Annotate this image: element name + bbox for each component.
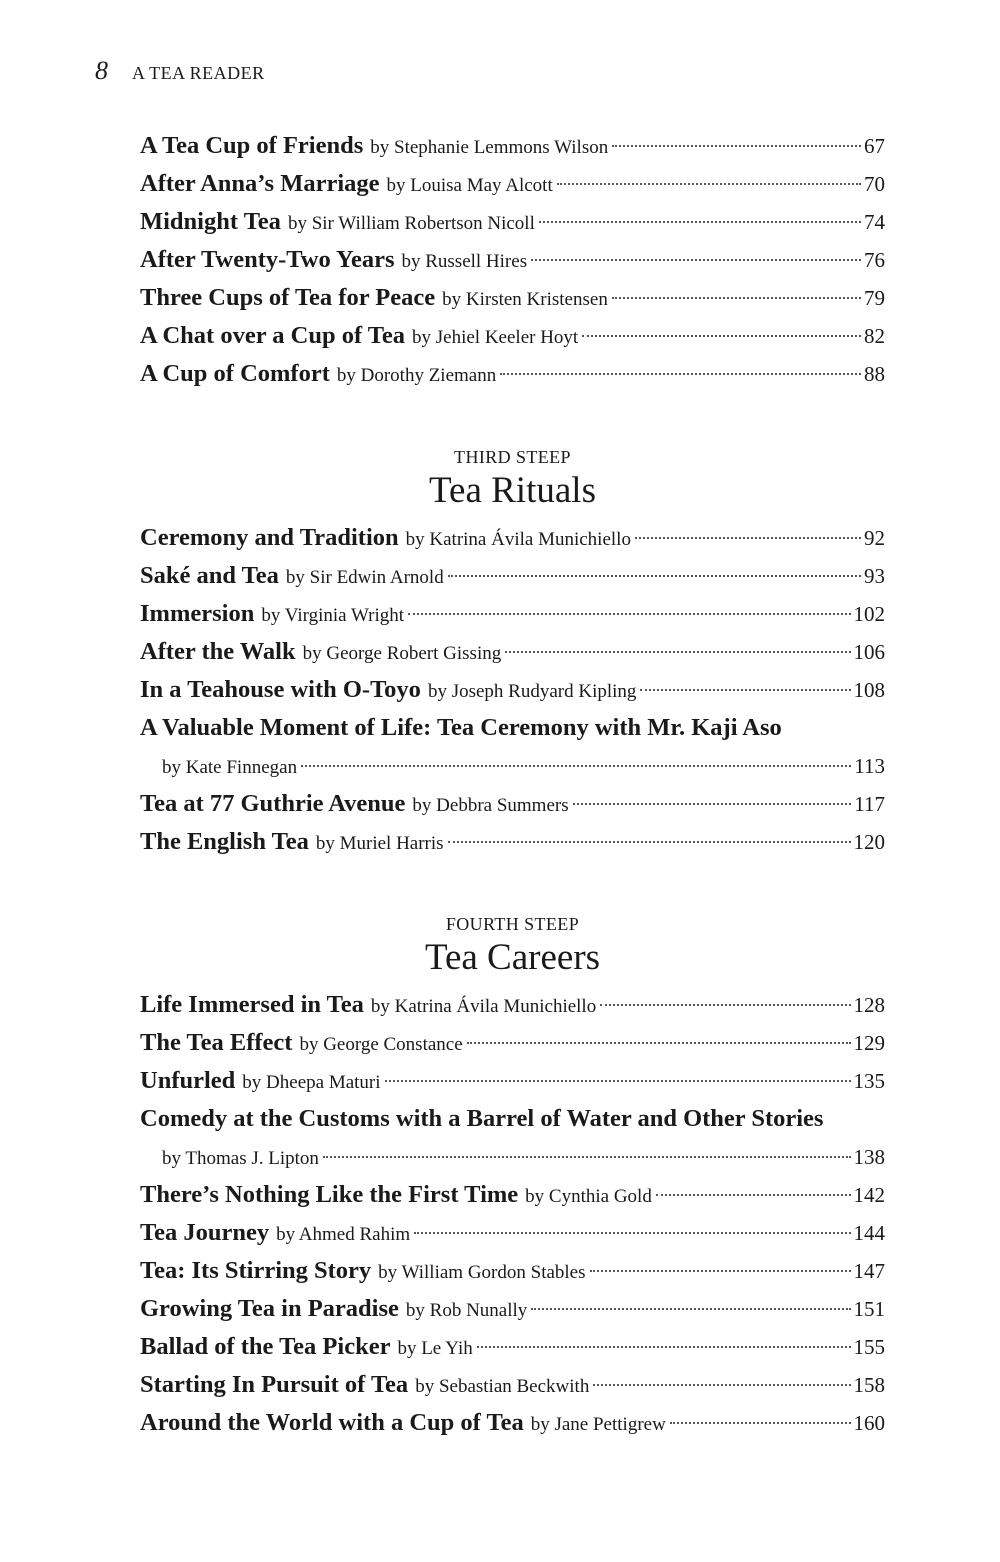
entry-page: 129 [853,1031,885,1055]
entry-author: by Katrina Ávila Munichiello [370,996,597,1017]
entry-author: by Sir Edwin Arnold [285,567,444,588]
section-spacer [140,393,885,445]
dot-leader [448,841,851,843]
section-title: Tea Rituals [429,470,596,511]
entry-title: Tea at 77 Guthrie Avenue [140,790,406,817]
entry-title: Life Immersed in Tea [140,991,364,1018]
entry-author: by Jane Pettigrew [530,1414,666,1435]
dot-leader [557,183,861,185]
dot-leader [612,297,861,299]
entry-title: There’s Nothing Like the First Time [140,1181,519,1208]
entry-title: Ballad of the Tea Picker [140,1333,391,1360]
entry-title: Saké and Tea [140,562,279,589]
toc-section-third-steep [140,445,885,861]
toc-entry[interactable] [140,355,885,393]
toc-entry[interactable] [140,1252,885,1290]
entry-page: 79 [864,286,885,310]
entry-page: 120 [853,830,885,854]
entry-page: 76 [864,248,885,272]
toc-entry[interactable] [140,165,885,203]
toc-entry[interactable] [140,1062,885,1100]
entry-title: After Twenty-Two Years [140,246,395,273]
section-heading [140,445,885,513]
toc-entry[interactable] [140,823,885,861]
entry-author: by William Gordon Stables [378,1262,586,1283]
dot-leader [593,1384,850,1386]
toc-entry[interactable] [140,241,885,279]
page-number: 8 [95,56,108,85]
toc-entry-continuation[interactable] [140,747,885,785]
entry-author: by Katrina Ávila Munichiello [405,529,631,550]
section-label: THIRD STEEP [454,447,571,467]
entry-page: 102 [853,602,885,626]
entry-author: by Sir William Robertson Nicoll [287,213,535,234]
entry-author: by Virginia Wright [261,605,405,626]
dot-leader [323,1156,851,1158]
toc-entry[interactable] [140,557,885,595]
entry-page: 147 [853,1259,885,1283]
entry-title: The English Tea [140,828,309,855]
dot-leader [408,613,850,615]
dot-leader [414,1232,850,1234]
entry-author: by Dorothy Ziemann [336,365,497,386]
entry-author: by Kirsten Kristensen [442,289,608,310]
dot-leader [505,651,850,653]
dot-leader [656,1194,851,1196]
toc-entry[interactable] [140,986,885,1024]
entry-page: 113 [854,754,885,778]
entry-title: The Tea Effect [140,1029,293,1056]
dot-leader [500,373,861,375]
dot-leader [640,689,850,691]
entry-title: Ceremony and Tradition [140,524,399,551]
entry-author: by Thomas J. Lipton [162,1148,319,1169]
dot-leader [531,259,861,261]
table-of-contents [140,127,885,1442]
entry-title: Immersion [140,600,255,627]
toc-entry[interactable] [140,1176,885,1214]
toc-entry[interactable] [140,1024,885,1062]
entry-page: 70 [864,172,885,196]
toc-entry[interactable] [140,127,885,165]
entry-author: by George Robert Gissing [302,643,502,664]
entry-page: 117 [854,792,885,816]
entry-page: 135 [853,1069,885,1093]
toc-entry[interactable] [140,671,885,709]
entry-title: Around the World with a Cup of Tea [140,1409,524,1436]
dot-leader [573,803,852,805]
entry-author: by Joseph Rudyard Kipling [427,681,637,702]
dot-leader [590,1270,851,1272]
entry-author: by Debbra Summers [412,795,569,816]
toc-entry[interactable] [140,1366,885,1404]
entry-title: Growing Tea in Paradise [140,1295,399,1322]
toc-entry[interactable] [140,203,885,241]
entry-author: by Muriel Harris [315,833,444,854]
toc-entry[interactable] [140,279,885,317]
section-label: FOURTH STEEP [445,914,580,934]
entry-page: 151 [853,1297,885,1321]
book-title: A TEA READER [132,63,265,83]
dot-leader [531,1308,850,1310]
dot-leader [448,575,861,577]
entry-title: Midnight Tea [140,208,281,235]
entry-page: 67 [864,134,885,158]
entry-title: A Valuable Moment of Life: Tea Ceremony with Mr. Kaji Aso [140,714,782,741]
toc-entry[interactable] [140,595,885,633]
toc-entry-title-line[interactable] [140,1100,885,1138]
entry-title: After Anna’s Marriage [140,170,380,197]
entry-author: by Louisa May Alcott [386,175,553,196]
section-spacer [140,861,885,912]
entry-author: by Ahmed Rahim [276,1224,411,1245]
toc-entry[interactable] [140,1404,885,1442]
running-head [95,56,265,86]
entry-title: Three Cups of Tea for Peace [140,284,436,311]
dot-leader [301,765,851,767]
entry-title: Comedy at the Customs with a Barrel of Water and Other Stories [140,1105,824,1132]
toc-section-fourth-steep [140,912,885,1442]
dot-leader [385,1080,851,1082]
dot-leader [600,1004,850,1006]
entry-title: Starting In Pursuit of Tea [140,1371,409,1398]
entry-page: 128 [853,993,885,1017]
entry-author: by Jehiel Keeler Hoyt [412,327,579,348]
entry-author: by Rob Nunally [405,1300,528,1321]
entry-page: 93 [864,564,885,588]
entry-page: 142 [853,1183,885,1207]
dot-leader [670,1422,851,1424]
entry-author: by Cynthia Gold [525,1186,652,1207]
toc-section-continued [140,127,885,393]
entry-author: by Sebastian Beckwith [415,1376,590,1397]
entry-author: by Russell Hires [401,251,528,272]
dot-leader [635,537,861,539]
entry-page: 74 [864,210,885,234]
toc-entry-continuation[interactable] [140,1138,885,1176]
entry-page: 138 [853,1145,885,1169]
toc-entry[interactable] [140,785,885,823]
entry-page: 88 [864,362,885,386]
entry-title: A Tea Cup of Friends [140,132,364,159]
toc-entry-title-line[interactable] [140,709,885,747]
section-title: Tea Careers [424,937,601,978]
toc-entry[interactable] [140,519,885,557]
entry-title: In a Teahouse with O-Toyo [140,676,421,703]
section-heading [140,912,885,980]
entry-title: A Cup of Comfort [140,360,330,387]
entry-page: 92 [864,526,885,550]
entry-page: 158 [853,1373,885,1397]
entry-page: 155 [853,1335,885,1359]
toc-entry[interactable] [140,1328,885,1366]
entry-title: Tea Journey [140,1219,270,1246]
entry-title: After the Walk [140,638,296,665]
toc-entry[interactable] [140,1214,885,1252]
entry-author: by Le Yih [397,1338,473,1359]
entry-author: by George Constance [299,1034,463,1055]
dot-leader [467,1042,851,1044]
dot-leader [477,1346,851,1348]
entry-page: 160 [853,1411,885,1435]
toc-entry[interactable] [140,317,885,355]
toc-entry[interactable] [140,1290,885,1328]
entry-author: by Dheepa Maturi [242,1072,381,1093]
toc-entry[interactable] [140,633,885,671]
entry-title: A Chat over a Cup of Tea [140,322,406,349]
dot-leader [612,145,861,147]
entry-page: 108 [853,678,885,702]
entry-author: by Stephanie Lemmons Wilson [370,137,609,158]
entry-title: Unfurled [140,1067,236,1094]
dot-leader [582,335,861,337]
entry-page: 82 [864,324,885,348]
entry-page: 144 [853,1221,885,1245]
dot-leader [539,221,861,223]
entry-title: Tea: Its Stirring Story [140,1257,372,1284]
entry-author: by Kate Finnegan [162,757,298,778]
entry-page: 106 [853,640,885,664]
